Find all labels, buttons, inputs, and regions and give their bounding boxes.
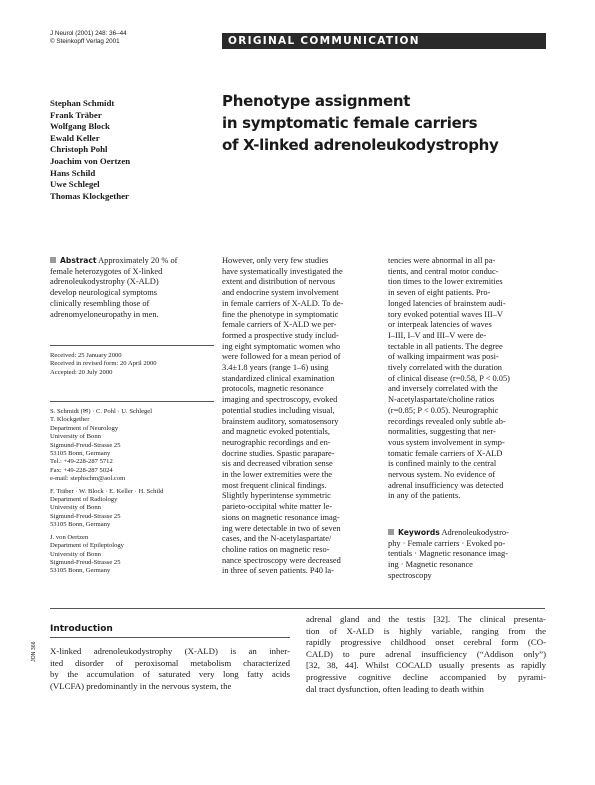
body-line: or interpeak latencies of waves	[388, 320, 492, 330]
title-line: in symptomatic female carriers	[222, 114, 478, 132]
abstract-line: adrenomyeloneuropathy in men.	[50, 309, 159, 319]
body-line: sis and decreased vibration sense	[222, 459, 333, 469]
intro-line: dal tract dysfunction, often leading to death within	[306, 683, 484, 694]
body-line: in any of the patients.	[388, 491, 461, 501]
body-line: in seven of eight patients. Pro-	[388, 288, 491, 298]
keywords-label: Keywords	[398, 528, 440, 537]
copyright-line: © Steinkopff Verlag 2001	[50, 38, 120, 45]
intro-line: adrenal gland and the testis [32]. The clinical presenta-	[306, 614, 546, 624]
section-divider	[50, 608, 545, 609]
body-line: vous system involvement in symp-	[388, 437, 505, 447]
affiliation-line: Sigmund-Freud-Strasse 25	[50, 512, 121, 520]
intro-right-column	[306, 614, 546, 695]
intro-line: rapidly progressive childhood onset cerebral form (CO-	[306, 637, 546, 648]
banner-label: ORIGINAL COMMUNICATION	[228, 35, 420, 47]
square-bullet-icon	[50, 257, 56, 263]
intro-left-column	[50, 646, 290, 692]
affiliation-block	[50, 534, 220, 576]
abstract-line: female heterozygotes of X-linked	[50, 266, 163, 276]
date-line: Received: 25 January 2000	[50, 352, 122, 359]
body-line: nervous system. No evidence of	[388, 470, 496, 480]
body-line: and endocrine system involvement	[222, 288, 339, 298]
author-name: Wolfgang Block	[50, 121, 110, 132]
journal-citation	[50, 30, 127, 46]
body-line: parieto-occipital white matter le-	[222, 502, 332, 512]
divider	[50, 345, 214, 346]
title-line: of X-linked adrenoleukodystrophy	[222, 136, 499, 154]
affiliation-line: Department of Radiology	[50, 496, 118, 504]
body-line: cases, and the N-acetylaspartate/	[222, 534, 332, 544]
body-line: of walking impairment was posi-	[388, 352, 499, 362]
body-line: standardized clinical examination	[222, 373, 335, 383]
affiliation-line: 53105 Bonn, Germany	[50, 450, 111, 458]
affiliation-line: Fax: +49-228-287 5024	[50, 466, 113, 474]
body-line: I–III, I–V and III–V were de-	[388, 330, 487, 340]
body-line: potential studies including visual,	[222, 405, 335, 415]
affiliation-block	[50, 488, 220, 530]
affiliation-line: e-mail: stephschm@aol.com	[50, 475, 126, 483]
keywords	[388, 528, 548, 582]
body-line: fine the phenotype in symptomatic	[222, 309, 339, 319]
author-name: Christoph Pohl	[50, 144, 108, 155]
body-line: in three of seven patients. P40 la-	[222, 566, 334, 576]
body-line: recordings revealed only subtle ab-	[388, 416, 506, 426]
intro-line: (VLCFA) predominantly in the nervous system, the	[50, 680, 232, 691]
intro-line: CALD) to pure adrenal insufficiency (“Addison only”)	[306, 648, 546, 659]
abstract-column-3	[388, 256, 548, 502]
body-line: extent and distribution of nervous	[222, 277, 336, 287]
body-line: tively correlated with the duration	[388, 363, 502, 373]
body-line: 3.4±1.8 years (range 1–6) using	[222, 363, 329, 373]
body-line: tomatic female carriers of X-ALD	[388, 448, 503, 458]
affiliation-line: T. Klockgether	[50, 416, 90, 424]
affiliation-line: 53105 Bonn, Germany	[50, 521, 111, 529]
intro-line: ited disorder of peroxisomal metabolism characterized	[50, 657, 290, 668]
intro-line: X-linked adrenoleukodystrophy (X-ALD) is an inher-	[50, 646, 290, 656]
keywords-line: Adrenoleukodystro-	[441, 528, 509, 537]
affiliation-line: University of Bonn	[50, 504, 101, 512]
keywords-line: ing · Magnetic resonance	[388, 560, 473, 570]
intro-line: [32, 38, 44]. Whilst COCALD usually presents as rapidly	[306, 660, 546, 671]
intro-line: tion of X-ALD is highly variable, ranging from the	[306, 625, 546, 636]
article-title	[222, 90, 498, 156]
body-line: protocols, magnetic resonance	[222, 384, 324, 394]
author-name: Hans Schild	[50, 167, 96, 178]
affiliation-line: University of Bonn	[50, 550, 101, 558]
body-line: ing were detectable in two of seven	[222, 523, 341, 533]
abstract-label: Abstract	[60, 256, 97, 265]
body-line: ing eight symptomatic women who	[222, 341, 341, 351]
side-code: JON 366	[31, 641, 37, 662]
body-line: nance spectroscopy were decreased	[222, 555, 341, 565]
introduction-heading: Introduction	[50, 624, 113, 634]
author-name: Ewald Keller	[50, 132, 100, 143]
intro-line: progressive cognitive decline accompanied by pyrami-	[306, 671, 546, 682]
intro-line: by the accumulation of saturated very long fatty acids	[50, 669, 290, 680]
body-line: docrine studies. Spastic parapare-	[222, 448, 335, 458]
abstract-line: Approximately 20 % of	[98, 256, 178, 265]
body-line: neurographic recordings and en-	[222, 437, 331, 447]
body-line: most frequent clinical findings.	[222, 480, 327, 490]
body-line: longed latencies of brainstem audi-	[388, 298, 506, 308]
affiliation-block	[50, 408, 220, 484]
abstract-line: adrenoleukodystrophy (X-ALD)	[50, 277, 159, 287]
affiliation-line: University of Bonn	[50, 433, 101, 441]
keywords-line: tentials · Magnetic resonance imag-	[388, 549, 508, 559]
body-line: tory evoked potential waves III–V	[388, 309, 503, 319]
body-line: in female carriers of X-ALD. To de-	[222, 298, 344, 308]
affiliation-line: F. Träber · W. Block · E. Keller · H. Schild	[50, 487, 164, 495]
body-line: brainstem auditory, somatosensory	[222, 416, 339, 426]
author-name: Thomas Klockgether	[50, 190, 129, 201]
affiliation-line: Tel.: +49-228-287 5712	[50, 458, 113, 466]
heading-underline	[50, 637, 290, 638]
body-line: (r=0.85; P < 0.05). Neurographic	[388, 405, 499, 415]
body-line: in the lower extremities were the	[222, 470, 332, 480]
affiliation-line: J. von Oertzen	[50, 533, 89, 541]
abstract-line: clinically resembling those of	[50, 298, 150, 308]
body-line: were followed for a mean period of	[222, 352, 341, 362]
author-list	[50, 98, 130, 202]
abstract-column-2	[222, 256, 380, 577]
body-line: tencies were abnormal in all pa-	[388, 256, 496, 265]
body-line: However, only very few studies	[222, 256, 329, 265]
affiliations	[50, 408, 220, 580]
affiliation-line: S. Schmidt (✉) · C. Pohl · U. Schlegel	[50, 408, 153, 415]
divider	[50, 401, 214, 402]
author-name: Stephan Schmidt	[50, 98, 115, 108]
body-line: adrenal insufficiency was detected	[388, 480, 504, 490]
body-line: female carriers of X-ALD we per-	[222, 320, 337, 330]
date-line: Received in revised form: 20 April 2000	[50, 360, 157, 368]
body-line: and magnetic evoked potentials,	[222, 427, 330, 437]
body-line: formed a prospective study includ-	[222, 330, 339, 340]
title-line: Phenotype assignment	[222, 92, 411, 110]
square-bullet-icon	[388, 529, 394, 535]
body-line: Slightly hyperintense symmetric	[222, 491, 331, 501]
body-line: is confined mainly to the central	[388, 459, 497, 469]
date-line: Accepted: 20 July 2000	[50, 368, 113, 376]
body-line: N-acetylaspartate/choline ratios	[388, 395, 495, 405]
affiliation-line: Department of Epileptology	[50, 542, 124, 550]
abstract-line: develop neurological symptoms	[50, 288, 157, 298]
affiliation-line: Sigmund-Freud-Strasse 25	[50, 441, 121, 449]
section-banner	[222, 33, 546, 49]
body-line: have systematically investigated the	[222, 266, 343, 276]
author-name: Frank Träber	[50, 109, 102, 120]
author-name: Joachim von Oertzen	[50, 155, 131, 166]
body-line: tients, and central motor conduc-	[388, 266, 499, 276]
body-line: normalities, suggesting that ner-	[388, 427, 496, 437]
affiliation-line: Department of Neurology	[50, 424, 119, 432]
keywords-line: phy · Female carriers · Evoked po-	[388, 538, 506, 548]
body-line: tectable in all patients. The degree	[388, 341, 503, 351]
abstract	[50, 256, 214, 320]
body-line: sions on magnetic resonance imag-	[222, 512, 340, 522]
affiliation-line: 53105 Bonn, Germany	[50, 567, 111, 575]
received-dates	[50, 352, 220, 377]
citation-line: J Neurol (2001) 248: 36–44	[50, 30, 127, 37]
body-line: imaging and spectroscopy, evoked	[222, 395, 338, 405]
body-line: choline ratios on magnetic reso-	[222, 544, 330, 554]
author-name: Uwe Schlegel	[50, 179, 100, 190]
affiliation-line: Sigmund-Freud-Strasse 25	[50, 558, 121, 566]
body-line: and inversely correlated with the	[388, 384, 498, 394]
body-line: tion times to the lower extremities	[388, 277, 503, 287]
keywords-line: spectroscopy	[388, 570, 432, 580]
body-line: of clinical disease (r=0.58, P < 0.05)	[388, 373, 510, 383]
